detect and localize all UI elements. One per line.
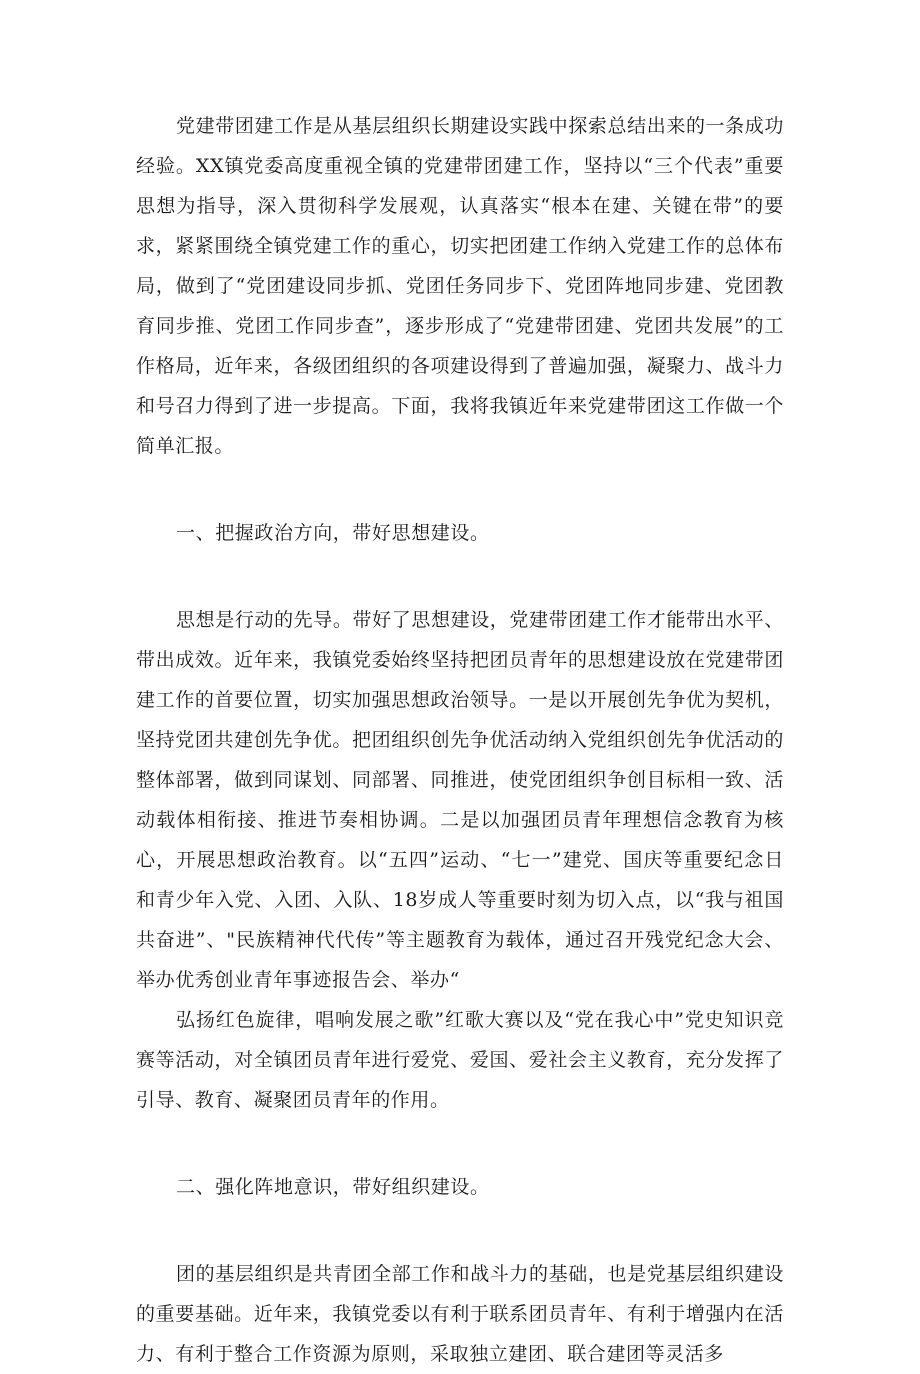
paragraph-spacer bbox=[136, 466, 784, 513]
section-2-paragraph: 团的基层组织是共青团全部工作和战斗力的基础，也是党基层组织建设的重要基础。近年来，我镇党委以有利于联系团员青年、有利于增强内在活力、有利于整合工作资源为原则，采取独立建团、联合建团等灵活多 bbox=[136, 1263, 784, 1365]
section-1-continuation: 弘扬红色旋律，唱响发展之歌”红歌大赛以及“党在我心中”党史知识竞赛等活动，对全镇团员青年进行爱党、爱国、爱社会主义教育，充分发挥了引导、教育、凝聚团员青年的作用。 bbox=[136, 1009, 784, 1111]
paragraph-spacer bbox=[136, 553, 784, 600]
paragraph-spacer bbox=[136, 1120, 784, 1167]
section-1-paragraph: 思想是行动的先导。带好了思想建设，党建带团建工作才能带出水平、带出成效。近年来，我镇党委始终坚持把团员青年的思想建设放在党建带团建工作的首要位置，切实加强思想政治领导。一是以开展创先争优为契机，坚持党团共建创先争优。把团组织创先争优活动纳入党组织创先争优活动的整体部署，做到同谋划、同部署、同推进，使党团组织争创目标相一致、活动载体相衔接、推进节奏相协调。二是以加强团员青年理想信念教育为核心，开展思想政治教育。以“五四”运动、“七一”建党、国庆等重要纪念日和青少年入党、入团、入队、18岁成人等重要时刻为切入点，以“我与祖国共奋进”、"民族精神代代传”等主题教育为载体，通过召开残党纪念大会、举办优秀创业青年事迹报告会、举办“ bbox=[136, 609, 784, 991]
document-body bbox=[136, 106, 784, 1374]
intro-paragraph: 党建带团建工作是从基层组织长期建设实践中探索总结出来的一条成功经验。XX镇党委高度重视全镇的党建带团建工作，坚持以“三个代表”重要思想为指导，深入贯彻科学发展观，认真落实“根本在建、关键在带”的要求，紧紧围绕全镇党建工作的重心，切实把团建工作纳入党建工作的总体布局，做到了“党团建设同步抓、党团任务同步下、党团阵地同步建、党团教育同步推、党团工作同步查”，逐步形成了“党建带团建、党团共发展”的工作格局，近年来，各级团组织的各项建设得到了普遍加强，凝聚力、战斗力和号召力得到了进一步提高。下面，我将我镇近年来党建带团这工作做一个简单汇报。 bbox=[136, 115, 784, 457]
section-heading-2: 二、强化阵地意识，带好组织建设。 bbox=[176, 1176, 490, 1198]
section-heading-1: 一、把握政治方向，带好思想建设。 bbox=[176, 522, 490, 544]
paragraph-spacer bbox=[136, 1207, 784, 1254]
